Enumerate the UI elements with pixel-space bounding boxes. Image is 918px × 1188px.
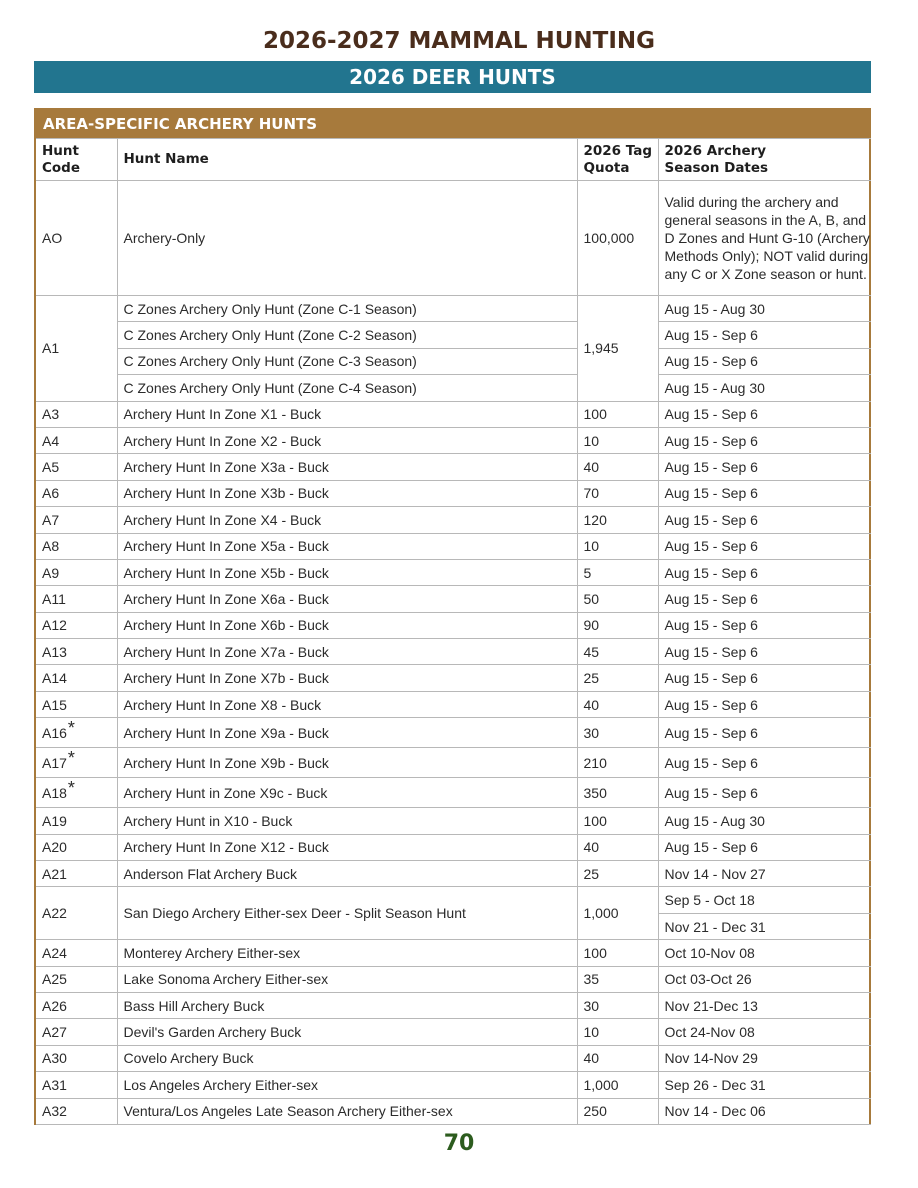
table-row-a1-sub <box>36 375 871 401</box>
hunt-name: Archery Hunt In Zone X1 - Buck <box>117 401 577 427</box>
hunt-code: A6 <box>36 480 117 506</box>
tag-quota: 210 <box>577 748 658 778</box>
hunt-code-text: A16 <box>42 725 67 742</box>
season-dates: Aug 15 - Sep 6 <box>658 427 871 453</box>
tag-quota: 10 <box>577 427 658 453</box>
season-dates: Aug 15 - Sep 6 <box>658 322 871 348</box>
tag-quota: 350 <box>577 778 658 808</box>
season-dates: Aug 15 - Aug 30 <box>658 808 871 834</box>
season-dates: Aug 15 - Sep 6 <box>658 586 871 612</box>
season-dates: Aug 15 - Sep 6 <box>658 533 871 559</box>
table-row <box>36 427 871 453</box>
table-row <box>36 966 871 992</box>
hunt-code: AO <box>36 181 117 296</box>
section-heading: AREA-SPECIFIC ARCHERY HUNTS <box>36 108 869 138</box>
tag-quota: 30 <box>577 992 658 1018</box>
season-dates: Nov 14-Nov 29 <box>658 1045 871 1071</box>
table-row <box>36 454 871 480</box>
table-row <box>36 586 871 612</box>
tag-quota: 30 <box>577 718 658 748</box>
season-dates: Sep 26 - Dec 31 <box>658 1072 871 1098</box>
season-dates: Aug 15 - Aug 30 <box>658 375 871 401</box>
table-row <box>36 861 871 887</box>
hunt-code <box>36 718 117 748</box>
tag-quota: 100 <box>577 808 658 834</box>
header-season-dates: 2026 Archery Season Dates <box>658 139 871 181</box>
table-row <box>36 480 871 506</box>
table-row <box>36 639 871 665</box>
hunt-code: A25 <box>36 966 117 992</box>
hunt-name: Los Angeles Archery Either-sex <box>117 1072 577 1098</box>
season-dates: Aug 15 - Sep 6 <box>658 691 871 717</box>
season-dates: Aug 15 - Sep 6 <box>658 748 871 778</box>
hunt-code: A22 <box>36 887 117 940</box>
hunt-name: Archery Hunt In Zone X12 - Buck <box>117 834 577 860</box>
hunt-name: Archery Hunt in X10 - Buck <box>117 808 577 834</box>
tag-quota: 100 <box>577 940 658 966</box>
season-dates: Aug 15 - Sep 6 <box>658 454 871 480</box>
hunt-name: San Diego Archery Either-sex Deer - Split Season Hunt <box>117 887 577 940</box>
season-dates: Aug 15 - Sep 6 <box>658 665 871 691</box>
table-row <box>36 507 871 533</box>
table-row <box>36 940 871 966</box>
table-row <box>36 834 871 860</box>
hunt-code-text: A17 <box>42 755 67 772</box>
hunt-name: Archery Hunt In Zone X7b - Buck <box>117 665 577 691</box>
hunt-code: A13 <box>36 639 117 665</box>
table-row-a1 <box>36 296 871 322</box>
hunt-name: Archery Hunt In Zone X4 - Buck <box>117 507 577 533</box>
hunt-name: Devil's Garden Archery Buck <box>117 1019 577 1045</box>
tag-quota: 5 <box>577 559 658 585</box>
season-dates: Nov 21 - Dec 31 <box>658 913 871 939</box>
tag-quota: 40 <box>577 834 658 860</box>
hunt-code: A7 <box>36 507 117 533</box>
hunt-code-text: A18 <box>42 785 67 802</box>
tag-quota: 40 <box>577 691 658 717</box>
season-dates: Aug 15 - Sep 6 <box>658 778 871 808</box>
hunt-code: A12 <box>36 612 117 638</box>
hunt-name: Covelo Archery Buck <box>117 1045 577 1071</box>
page-number: 70 <box>443 1131 475 1156</box>
hunt-code: A4 <box>36 427 117 453</box>
tag-quota: 1,000 <box>577 887 658 940</box>
table-row <box>36 1098 871 1124</box>
hunt-code: A20 <box>36 834 117 860</box>
footnote-asterisk: * <box>67 718 75 739</box>
hunt-name: Archery Hunt In Zone X5a - Buck <box>117 533 577 559</box>
hunt-code <box>36 778 117 808</box>
hunt-name: C Zones Archery Only Hunt (Zone C-1 Season) <box>117 296 577 322</box>
hunt-name: Archery Hunt In Zone X3a - Buck <box>117 454 577 480</box>
table-row-a1-sub <box>36 348 871 374</box>
table-row <box>36 612 871 638</box>
season-dates: Aug 15 - Sep 6 <box>658 507 871 533</box>
tag-quota: 1,945 <box>577 296 658 402</box>
tag-quota: 100,000 <box>577 181 658 296</box>
table-row-ao <box>36 181 871 296</box>
tag-quota: 120 <box>577 507 658 533</box>
season-dates: Aug 15 - Sep 6 <box>658 718 871 748</box>
season-dates: Aug 15 - Aug 30 <box>658 296 871 322</box>
table-row <box>36 808 871 834</box>
season-dates: Nov 21-Dec 13 <box>658 992 871 1018</box>
season-dates: Nov 14 - Dec 06 <box>658 1098 871 1124</box>
hunt-name: C Zones Archery Only Hunt (Zone C-2 Season) <box>117 322 577 348</box>
season-dates: Oct 03-Oct 26 <box>658 966 871 992</box>
hunt-name: Archery Hunt In Zone X6b - Buck <box>117 612 577 638</box>
hunt-code: A24 <box>36 940 117 966</box>
season-dates: Aug 15 - Sep 6 <box>658 559 871 585</box>
hunt-code: A11 <box>36 586 117 612</box>
hunts-table <box>36 138 871 1125</box>
hunt-code: A21 <box>36 861 117 887</box>
hunt-code: A9 <box>36 559 117 585</box>
table-row <box>36 778 871 808</box>
hunts-table-container <box>34 108 871 1125</box>
hunt-name: Archery-Only <box>117 181 577 296</box>
season-dates: Aug 15 - Sep 6 <box>658 401 871 427</box>
season-dates: Valid during the archery and general seasons in the A, B, and D Zones and Hunt G-10 (Archery Methods Only); NOT valid during any C or X Zone season or hunt. <box>658 181 871 296</box>
hunt-name: Archery Hunt In Zone X8 - Buck <box>117 691 577 717</box>
footnote-asterisk: * <box>67 748 75 769</box>
table-row <box>36 1045 871 1071</box>
tag-quota: 100 <box>577 401 658 427</box>
hunt-name: Anderson Flat Archery Buck <box>117 861 577 887</box>
hunt-code: A30 <box>36 1045 117 1071</box>
hunt-name: Archery Hunt In Zone X9a - Buck <box>117 718 577 748</box>
hunt-code: A3 <box>36 401 117 427</box>
table-row <box>36 559 871 585</box>
hunt-code: A14 <box>36 665 117 691</box>
hunt-code: A27 <box>36 1019 117 1045</box>
table-row <box>36 992 871 1018</box>
tag-quota: 50 <box>577 586 658 612</box>
table-row <box>36 718 871 748</box>
hunt-code: A32 <box>36 1098 117 1124</box>
season-dates: Aug 15 - Sep 6 <box>658 639 871 665</box>
table-row-a1-sub <box>36 322 871 348</box>
hunt-name: Archery Hunt In Zone X2 - Buck <box>117 427 577 453</box>
tag-quota: 25 <box>577 665 658 691</box>
tag-quota: 40 <box>577 1045 658 1071</box>
table-row <box>36 665 871 691</box>
table-row <box>36 748 871 778</box>
hunt-name: Archery Hunt In Zone X9b - Buck <box>117 748 577 778</box>
season-dates: Aug 15 - Sep 6 <box>658 834 871 860</box>
hunt-code: A15 <box>36 691 117 717</box>
header-hunt-name: Hunt Name <box>117 139 577 181</box>
header-tag-quota: 2026 Tag Quota <box>577 139 658 181</box>
hunt-name: Archery Hunt In Zone X5b - Buck <box>117 559 577 585</box>
tag-quota: 70 <box>577 480 658 506</box>
hunt-name: Lake Sonoma Archery Either-sex <box>117 966 577 992</box>
hunt-code: A8 <box>36 533 117 559</box>
hunt-code <box>36 748 117 778</box>
tag-quota: 10 <box>577 1019 658 1045</box>
season-dates: Nov 14 - Nov 27 <box>658 861 871 887</box>
table-row <box>36 533 871 559</box>
season-dates: Sep 5 - Oct 18 <box>658 887 871 913</box>
hunt-name: C Zones Archery Only Hunt (Zone C-4 Season) <box>117 375 577 401</box>
hunt-name: Monterey Archery Either-sex <box>117 940 577 966</box>
hunt-name: Archery Hunt In Zone X7a - Buck <box>117 639 577 665</box>
hunt-name: Archery Hunt In Zone X6a - Buck <box>117 586 577 612</box>
season-dates: Aug 15 - Sep 6 <box>658 612 871 638</box>
hunt-name: Archery Hunt In Zone X3b - Buck <box>117 480 577 506</box>
hunt-name: C Zones Archery Only Hunt (Zone C-3 Season) <box>117 348 577 374</box>
season-dates: Aug 15 - Sep 6 <box>658 480 871 506</box>
hunt-name: Archery Hunt in Zone X9c - Buck <box>117 778 577 808</box>
tag-quota: 1,000 <box>577 1072 658 1098</box>
tag-quota: 35 <box>577 966 658 992</box>
table-row <box>36 401 871 427</box>
header-hunt-code: Hunt Code <box>36 139 117 181</box>
season-dates: Oct 24-Nov 08 <box>658 1019 871 1045</box>
tag-quota: 45 <box>577 639 658 665</box>
season-dates: Oct 10-Nov 08 <box>658 940 871 966</box>
season-dates: Aug 15 - Sep 6 <box>658 348 871 374</box>
table-row <box>36 1072 871 1098</box>
hunt-code: A1 <box>36 296 117 402</box>
tag-quota: 25 <box>577 861 658 887</box>
table-row <box>36 1019 871 1045</box>
table-header-row <box>36 139 871 181</box>
hunt-code: A31 <box>36 1072 117 1098</box>
hunt-name: Bass Hill Archery Buck <box>117 992 577 1018</box>
hunt-code: A5 <box>36 454 117 480</box>
table-row-a22 <box>36 887 871 913</box>
tag-quota: 40 <box>577 454 658 480</box>
hunt-code: A19 <box>36 808 117 834</box>
tag-quota: 250 <box>577 1098 658 1124</box>
hunt-name: Ventura/Los Angeles Late Season Archery Either-sex <box>117 1098 577 1124</box>
page-title: 2026-2027 MAMMAL HUNTING <box>262 28 656 54</box>
footnote-asterisk: * <box>67 778 75 799</box>
table-row <box>36 691 871 717</box>
tag-quota: 10 <box>577 533 658 559</box>
hunt-code: A26 <box>36 992 117 1018</box>
subtitle-bar: 2026 DEER HUNTS <box>34 61 871 93</box>
tag-quota: 90 <box>577 612 658 638</box>
